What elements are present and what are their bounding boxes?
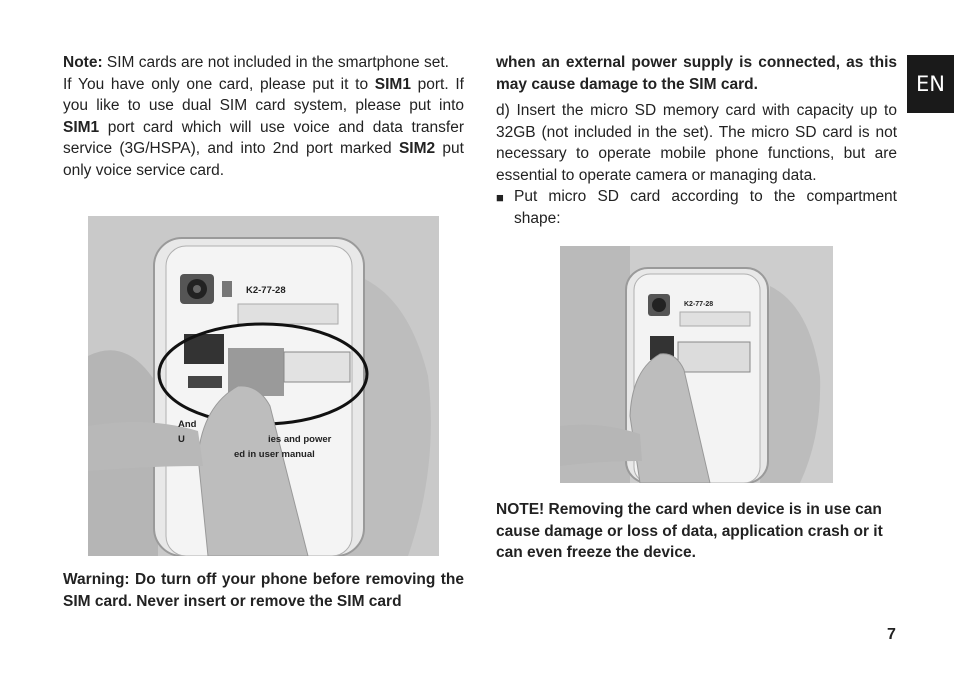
sim2-label: SIM2 [398,140,436,157]
sim1-label: SIM1 [374,75,411,93]
sim-text-a: If You have only one card, please put it to [63,75,375,93]
note-label: Note: [63,54,103,71]
warning-continuation: when an external power supply is connected, as this may cause damage to the SIM card. [496,54,897,93]
bullet-text: Put micro SD card according to the compartment shape: [514,188,897,227]
microsd-insert-illustration [560,246,833,483]
sim-text-d: put only voice service card. [63,140,464,179]
warning-text: Warning: Do turn off your phone before removing the SIM card. Never insert or remove the SIM card [63,571,464,610]
note-paragraph [63,52,464,74]
language-tab: EN [907,55,954,113]
right-column [496,52,897,229]
sim-insert-illustration [88,216,439,556]
photo1-line1: And [178,419,197,430]
photo1-line2b: ies and power [268,434,332,445]
photo2-code: K2-77-28 [684,301,714,308]
sim-text-b: port. If you like to use dual SIM card system, please put into [63,75,464,114]
note-warning: NOTE! Removing the card when device is in use can cause damage or loss of data, application crash or it can even freeze the device. [496,501,883,561]
page-number: 7 [887,626,896,643]
sim1-label-2: SIM1 [63,118,100,136]
sim-text-c: port card which will use voice and data transfer service (3G/HSPA), and into 2nd port marked [63,118,464,157]
sim-instructions [63,74,464,182]
note-text: SIM cards are not included in the smartphone set. [102,54,449,71]
photo1-code: K2-77-28 [246,285,286,296]
bullet-item [496,186,897,229]
sim-insert-photo [88,216,439,556]
photo1-line2a: U [178,434,185,445]
bullet-square-icon: ■ [496,190,504,205]
left-column [63,52,464,181]
photo1-line3: ed in user manual [234,449,315,460]
microsd-insert-photo [560,246,833,483]
micro-sd-paragraph: d) Insert the micro SD memory card with capacity up to 32GB (not included in the set). The micro SD card is not necessary to operate mobile phone functions, but are essential to operate camera or managing data. [496,102,897,184]
